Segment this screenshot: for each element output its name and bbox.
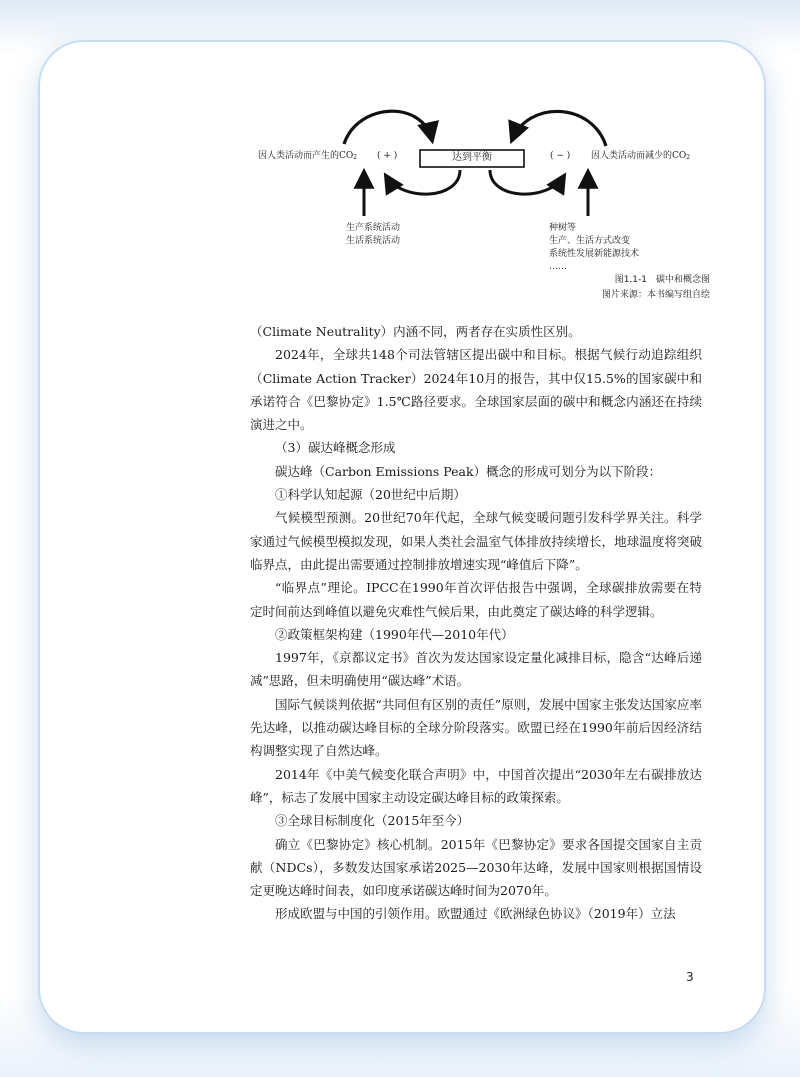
right-source-item: 种树等 [549,223,577,233]
subsection-heading: ③全球目标制度化（2015年至今） [275,813,470,829]
subsection-heading: ②政策框架构建（1990年代—2010年代） [275,626,514,642]
left-label: 因人类活动而产生的CO2 [258,151,358,161]
top-right-arc-arrow [512,111,606,146]
right-sources [549,222,639,274]
lower-right-arc-arrow [490,170,564,194]
paragraph: 1997年，《京都议定书》首次为发达国家设定量化减排目标，隐含“达峰后递减”思路，但未明确使用“碳达峰”术语。 [250,650,702,689]
diagram-graphics [258,104,710,304]
right-source-item: 系统性发展新能源技术 [549,249,640,259]
left-sources [346,222,400,248]
left-source-item: 生产系统活动 [346,223,401,233]
figure-caption-source: 图片来源：本书编写组自绘 [601,290,710,300]
paragraph: “临界点”理论。IPCC在1990年首次评估报告中强调，全球碳排放需要在特定时间前达到峰值以避免灾难性气候后果，由此奠定了碳达峰的科学逻辑。 [250,580,702,619]
right-label: 因人类活动而减少的CO2 [591,151,691,161]
paragraph: 形成欧盟与中国的引领作用。欧盟通过《欧洲绿色协议》（2019年）立法 [275,906,676,922]
paragraph: 2014年《中美气候变化联合声明》中，中国首次提出“2030年左右碳排放达峰”，标志了发展中国家主动设定碳达峰目标的政策探索。 [250,766,702,805]
balance-label: 达到平衡 [452,152,492,163]
paragraph: 气候模型预测。20世纪70年代起，全球气候变暖问题引发科学界关注。科学家通过气候模型模拟发现，如果人类社会温室气体排放持续增长，地球温度将突破临界点，由此提出需要通过控制排放增速实现“峰值后下降”。 [250,510,702,572]
minus-sign: ( − ) [550,151,571,161]
plus-sign: ( + ) [377,151,398,161]
carbon-neutrality-diagram [258,104,710,304]
paragraph: （Climate Neutrality）内涵不同，两者存在实质性区别。 [250,324,581,339]
section-heading: （3）碳达峰概念形成 [275,440,396,456]
paragraph: 确立《巴黎协定》核心机制。2015年《巴黎协定》要求各国提交国家自主贡献（NDCs），多数发达国家承诺2025—2030年达峰，发展中国家则根据国情设定更晚达峰时间表，如印度承诺碳达峰时间为2070年。 [250,836,702,899]
right-source-item: 生产、生活方式改变 [549,236,631,246]
right-source-item: …… [549,262,567,272]
subsection-heading: ①科学认知起源（20世纪中后期） [275,487,466,503]
paragraph: 国际气候谈判依据“共同但有区别的责任”原则，发展中国家主张发达国家应率先达峰，以推动碳达峰目标的全球分阶段落实。欧盟已经在1990年前后因经济结构调整实现了自然达峰。 [250,696,702,759]
left-source-item: 生活系统活动 [346,236,401,246]
figure-caption-title: 图1.1-1 碳中和概念图 [614,275,710,285]
body-text [250,320,702,926]
page-number: 3 [686,970,694,984]
paragraph: 2024年，全球共148个司法管辖区提出碳中和目标。根据气候行动追踪组织（Climate Action Tracker）2024年10月的报告，其中仅15.5%的国家碳中和承诺符合《巴黎协定》1.5℃路径要求。全球国家层面的碳中和概念内涵还在持续演进之中。 [250,347,702,433]
top-left-arc-arrow [344,111,432,144]
lower-left-arc-arrow [386,170,460,194]
paragraph: 碳达峰（Carbon Emissions Peak）概念的形成可划分为以下阶段： [275,463,662,479]
